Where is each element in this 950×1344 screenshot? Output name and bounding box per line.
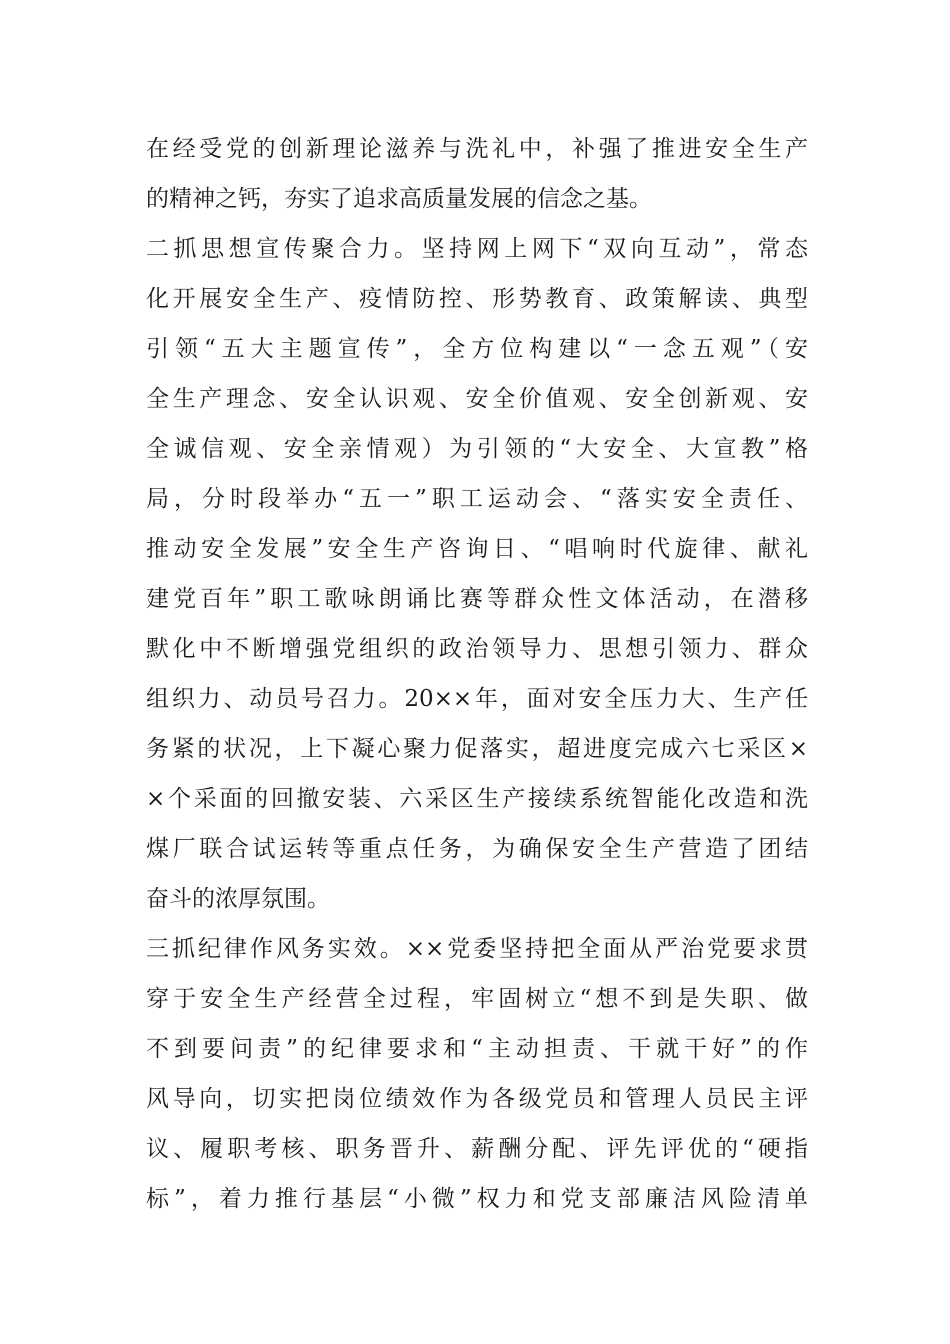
text-line: 的精神之钙，夯实了追求高质量发展的信念之基。 — [146, 186, 652, 212]
text-line: 化开展安全生产、疫情防控、形势教育、政策解读、典型 — [146, 286, 808, 312]
text-line: 在经受党的创新理论滋养与洗礼中，补强了推进安全生产 — [146, 136, 808, 162]
text-line: 二抓思想宣传聚合力。坚持网上网下“双向互动”，常态 — [146, 236, 808, 262]
text-line: 默化中不断增强党组织的政治领导力、思想引领力、群众 — [146, 636, 808, 662]
text-line: 推动安全发展”安全生产咨询日、“唱响时代旋律、献礼 — [146, 536, 808, 562]
text-line: 组织力、动员号召力。20××年，面对安全压力大、生产任 — [146, 686, 808, 712]
text-line: 三抓纪律作风务实效。××党委坚持把全面从严治党要求贯 — [146, 936, 808, 962]
text-line: 标”，着力推行基层“小微”权力和党支部廉洁风险清单 — [146, 1186, 808, 1212]
text-line: 煤厂联合试运转等重点任务，为确保安全生产营造了团结 — [146, 836, 808, 862]
text-line: 全诚信观、安全亲情观）为引领的“大安全、大宣教”格 — [146, 436, 808, 462]
text-line: 穿于安全生产经营全过程，牢固树立“想不到是失职、做 — [146, 986, 808, 1012]
text-line: 风导向，切实把岗位绩效作为各级党员和管理人员民主评 — [146, 1086, 808, 1112]
text-line: ×个采面的回撤安装、六采区生产接续系统智能化改造和洗 — [146, 786, 808, 812]
text-line: 议、履职考核、职务晋升、薪酬分配、评先评优的“硬指 — [146, 1136, 808, 1162]
document-body — [146, 124, 808, 1224]
text-line: 建党百年”职工歌咏朗诵比赛等群众性文体活动，在潜移 — [146, 586, 808, 612]
text-line: 不到要问责”的纪律要求和“主动担责、干就干好”的作 — [146, 1036, 808, 1062]
text-line: 全生产理念、安全认识观、安全价值观、安全创新观、安 — [146, 386, 808, 412]
text-line: 奋斗的浓厚氛围。 — [146, 886, 330, 912]
text-line: 局，分时段举办“五一”职工运动会、“落实安全责任、 — [146, 486, 808, 512]
text-line: 引领“五大主题宣传”，全方位构建以“一念五观”（安 — [146, 336, 808, 362]
text-line: 务紧的状况，上下凝心聚力促落实，超进度完成六七采区× — [146, 736, 808, 762]
